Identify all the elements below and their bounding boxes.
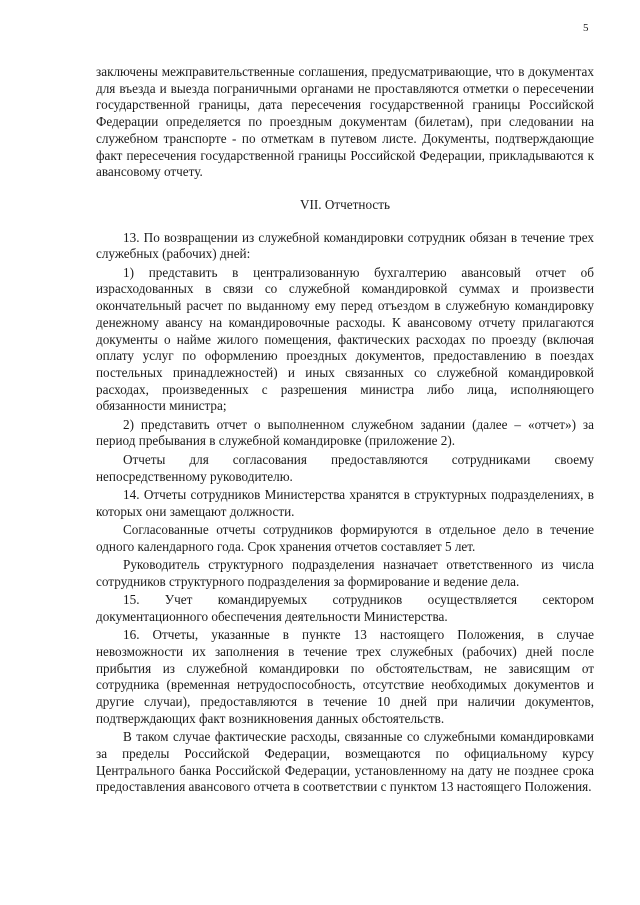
- paragraph-16-expenses: В таком случае фактические расходы, связанные со служебными командировками за пределы Российской Федерации, возмещаются по официальному курсу Центрального банка Российской Федерации, установленному на дату не позднее срока предоставления авансового отчета в соответствии с пунктом 13 настоящего Положения.: [96, 729, 594, 795]
- paragraph-continuation: заключены межправительственные соглашения, предусматривающие, что в документах для въезда и выезда пограничными органами не проставляются отметки о пересечении государственной границы, дата пересечения государственной границы Российской Федерации определяется по проездным документам (билетам), при следовании на служебном транспорте - по отметкам в путевом листе. Документы, подтверждающие факт пересечения государственной границы Российской Федерации, прикладываются к авансовому отчету.: [96, 64, 594, 180]
- page-number: 5: [583, 22, 589, 34]
- paragraph-13-item-1: 1) представить в централизованную бухгалтерию авансовый отчет об израсходованных в связи со служебной командировкой суммах и произвести окончательный расчет по выданному ему перед отъездом в служебную командировку денежному авансу на командировочные расходы. К авансовому отчету прилагаются документы о найме жилого помещения, фактических расходах по проезду (включая оплату услуг по оформлению проездных документов, предоставлению в поездах постельных принадлежностей) и иных связанных со служебной командировкой расходах, произведенных с разрешения министра либо лица, исполняющего обязанности министра;: [96, 264, 594, 414]
- paragraph-13-note: Отчеты для согласования предоставляются сотрудниками своему непосредственному руководителю.: [96, 451, 594, 484]
- document-body: [96, 64, 594, 798]
- paragraph-14-responsible: Руководитель структурного подразделения назначает ответственного из числа сотрудников структурного подразделения за формирование и ведение дела.: [96, 557, 594, 589]
- paragraph-16: 16. Отчеты, указанные в пункте 13 настоящего Положения, в случае невозможности их заполнения в течение трех служебных (рабочих) дней после прибытия из служебной командировки по обстоятельствам, не зависящим от сотрудника (временная нетрудоспособность, отсутствие необходимых документов и другие случаи), предоставляются в течение 10 дней при наличии документов, подтверждающих факт возникновения данных обстоятельств.: [96, 627, 594, 726]
- section-title: VII. Отчетность: [299, 196, 391, 212]
- paragraph-14: 14. Отчеты сотрудников Министерства хранятся в структурных подразделениях, в которых они замещают должности.: [96, 486, 594, 519]
- paragraph-14-storage: Согласованные отчеты сотрудников формируются в отдельное дело в течение одного календарного года. Срок хранения отчетов составляет 5 лет.: [96, 522, 594, 554]
- paragraph-15: 15. Учет командируемых сотрудников осуществляется сектором документационного обеспечения деятельности Министерства.: [96, 592, 594, 624]
- paragraph-13-item-2: 2) представить отчет о выполненном служебном задании (далее – «отчет») за период пребывания в служебной командировке (приложение 2).: [96, 416, 594, 449]
- paragraph-13: 13. По возвращении из служебной командировки сотрудник обязан в течение трех служебных (рабочих) дней:: [96, 229, 594, 262]
